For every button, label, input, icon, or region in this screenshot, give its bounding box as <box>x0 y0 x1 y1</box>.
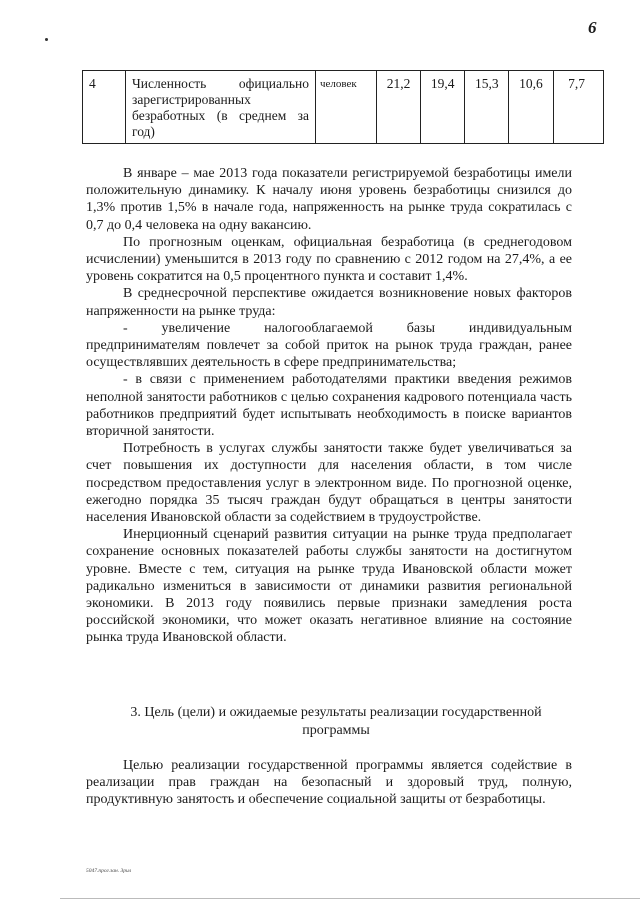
scan-speck <box>45 38 48 41</box>
page-number: 6 <box>588 18 597 37</box>
unit-cell: человек <box>316 71 377 144</box>
footer-code: 5047.прог.зан. 3рил <box>86 868 132 874</box>
paragraph: Инерционный сценарий развития ситуации на рынке труда предполагает сохранение основных показателей работы службы занятости на достигнутом уровне. Вместе с тем, ситуация на рынке труда Ивановской области может радикально измениться в зависимости от динамики развития региональной экономики. В 2013 году появились первые признаки замедления роста российской экономики, что может оказать негативное влияние на состояние рынка труда Ивановской области. <box>86 527 572 646</box>
value-cell: 10,6 <box>509 71 553 144</box>
scan-edge-line <box>60 898 640 899</box>
section-heading: 3. Цель (цели) и ожидаемые результаты реализации государственной программы <box>130 705 542 738</box>
indicator-table <box>82 70 604 144</box>
value-cell: 19,4 <box>421 71 465 144</box>
value-cell: 15,3 <box>465 71 509 144</box>
row-index: 4 <box>83 71 126 144</box>
table-row <box>83 71 604 144</box>
list-item: - увеличение налогооблагаемой базы индивидуальным предпринимателям повлечет за собой приток на рынок труда граждан, ранее осуществлявших деятельность в сфере предпринимательства; <box>86 320 576 371</box>
body-text <box>86 165 576 647</box>
list-item: - в связи с применением работодателями практики введения режимов неполной занятости работников с целью сохранения кадрового потенциала часть работников предприятий будет испытывать необходимость в поиске вариантов вторичной занятости. <box>86 372 572 440</box>
paragraph: В январе – мае 2013 года показатели регистрируемой безработицы имели положительную динамику. К началу июня уровень безработицы снизился до 1,3% против 1,5% в начале года, напряженность на рынке труда сократилась с 0,7 до 0,4 человека на одну вакансию. <box>86 166 572 233</box>
paragraph: Целью реализации государственной программы является содействие в реализации прав граждан на безопасный и здоровый труд, полную, продуктивную занятость и обеспечение социальной защиты от безработицы. <box>86 758 572 808</box>
section-body <box>86 757 572 809</box>
paragraph: По прогнозным оценкам, официальная безработица (в среднегодовом исчислении) уменьшится в 2013 году по сравнению с 2012 годом на 27,4%, а ее уровень сократится на 0,5 процентного пункта и составит 1,4%. <box>86 234 572 285</box>
value-cell: 21,2 <box>377 71 421 144</box>
value-cell: 7,7 <box>553 71 604 144</box>
indicator-name: Численность официально зарегистрированных безработных (в среднем за год) <box>126 71 316 144</box>
paragraph: Потребность в услугах службы занятости также будет увеличиваться за счет повышения их доступности для населения области, в том числе посредством предоставления услуг в электронном виде. По прогнозной оценке, ежегодно порядка 35 тысяч граждан будут обращаться в центры занятости населения Ивановской области за содействием в трудоустройстве. <box>86 441 572 526</box>
paragraph: В среднесрочной перспективе ожидается возникновение новых факторов напряженности на рынке труда: <box>86 286 572 319</box>
